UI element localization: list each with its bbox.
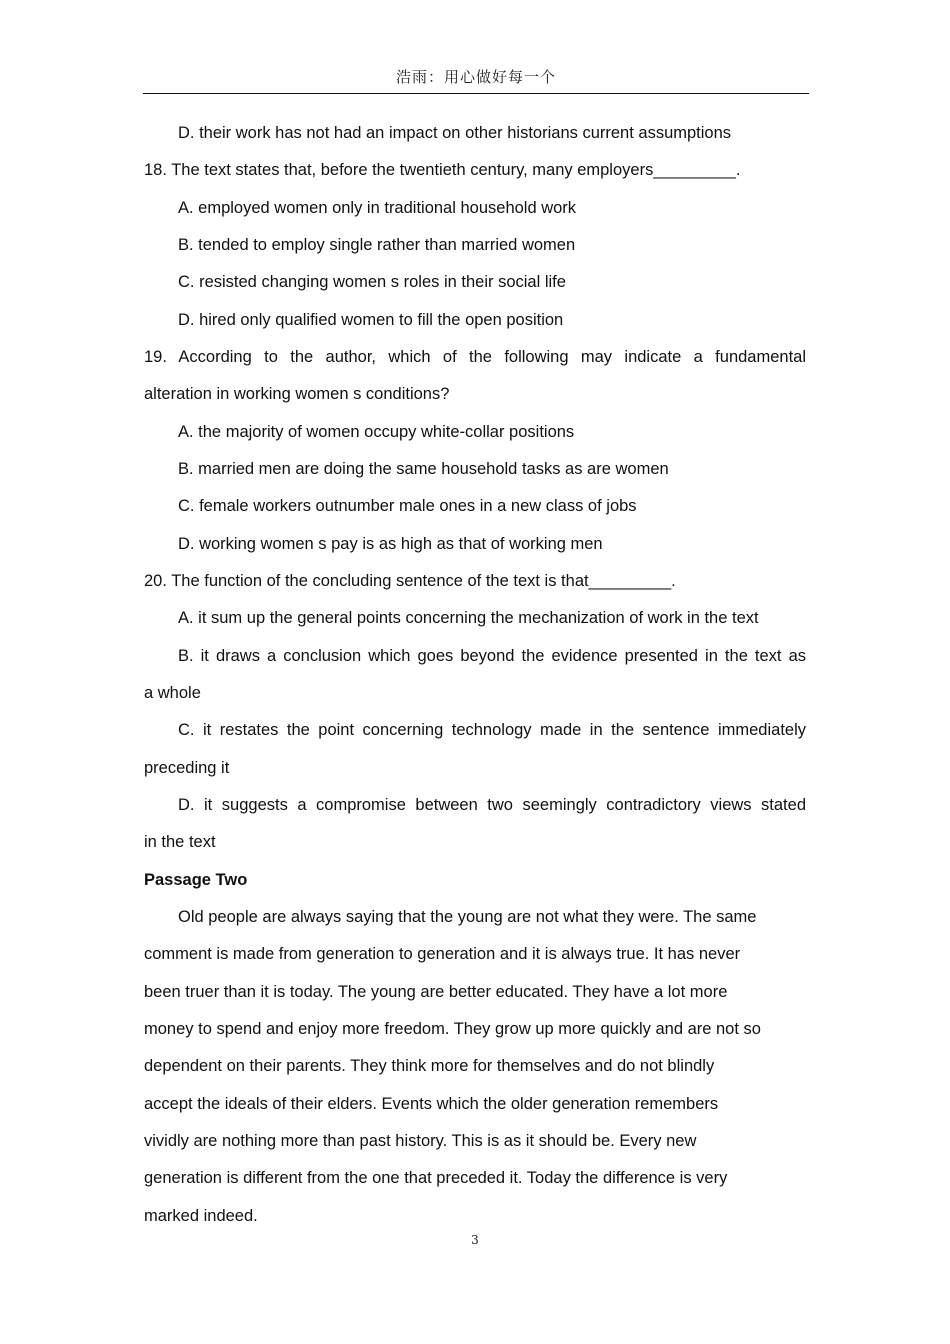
q19-option-b: B. married men are doing the same household tasks as are women [178,460,669,478]
q17-option-d: D. their work has not had an impact on other historians current assumptions [178,124,732,142]
q20-option-c-line-1: C. it restates the point concerning technology made in the sentence immediately [178,721,806,739]
q19-stem-line-2: alteration in working women s conditions? [144,385,450,403]
q20-stem: 20. The function of the concluding sentence of the text is that_________. [144,572,676,590]
q19-option-c: C. female workers outnumber male ones in a new class of jobs [178,497,637,515]
passage-line: marked indeed. [144,1207,258,1225]
passage-line: money to spend and enjoy more freedom. They grow up more quickly and are not so [144,1020,761,1038]
q18-stem: 18. The text states that, before the twentieth century, many employers_________. [144,161,741,179]
q20-option-a: A. it sum up the general points concerning the mechanization of work in the text [178,609,759,627]
q20-option-d-line-2: in the text [144,833,216,851]
page-number: 3 [471,1233,479,1247]
passage-line: vividly are nothing more than past history. This is as it should be. Every new [144,1132,697,1150]
q19-stem-line-1: 19. According to the author, which of the following may indicate a fundamental [144,348,806,366]
q18-option-b: B. tended to employ single rather than married women [178,236,576,254]
q19-option-d: D. working women s pay is as high as that of working men [178,535,603,553]
q20-option-b-line-2: a whole [144,684,201,702]
passage-line: accept the ideals of their elders. Events which the older generation remembers [144,1095,719,1113]
q19-option-a: A. the majority of women occupy white-collar positions [178,423,575,441]
q20-option-c-line-2: preceding it [144,759,230,777]
q18-option-c: C. resisted changing women s roles in their social life [178,273,566,291]
passage-line: dependent on their parents. They think more for themselves and do not blindly [144,1057,715,1075]
q18-option-d: D. hired only qualified women to fill the open position [178,311,564,329]
q20-option-b-line-1: B. it draws a conclusion which goes beyond the evidence presented in the text as [178,647,806,665]
passage-line: generation is different from the one that preceded it. Today the difference is very [144,1169,728,1187]
passage-line: comment is made from generation to generation and it is always true. It has never [144,945,741,963]
passage-line: Old people are always saying that the young are not what they were. The same [178,908,757,926]
page-header: 浩雨：用心做好每一个 [395,68,556,86]
passage-line: been truer than it is today. The young are better educated. They have a lot more [144,983,728,1001]
q20-option-d-line-1: D. it suggests a compromise between two seemingly contradictory views stated [178,796,806,814]
passage-two-heading: Passage Two [144,871,248,889]
q18-option-a: A. employed women only in traditional household work [178,199,577,217]
header-rule [143,93,809,94]
